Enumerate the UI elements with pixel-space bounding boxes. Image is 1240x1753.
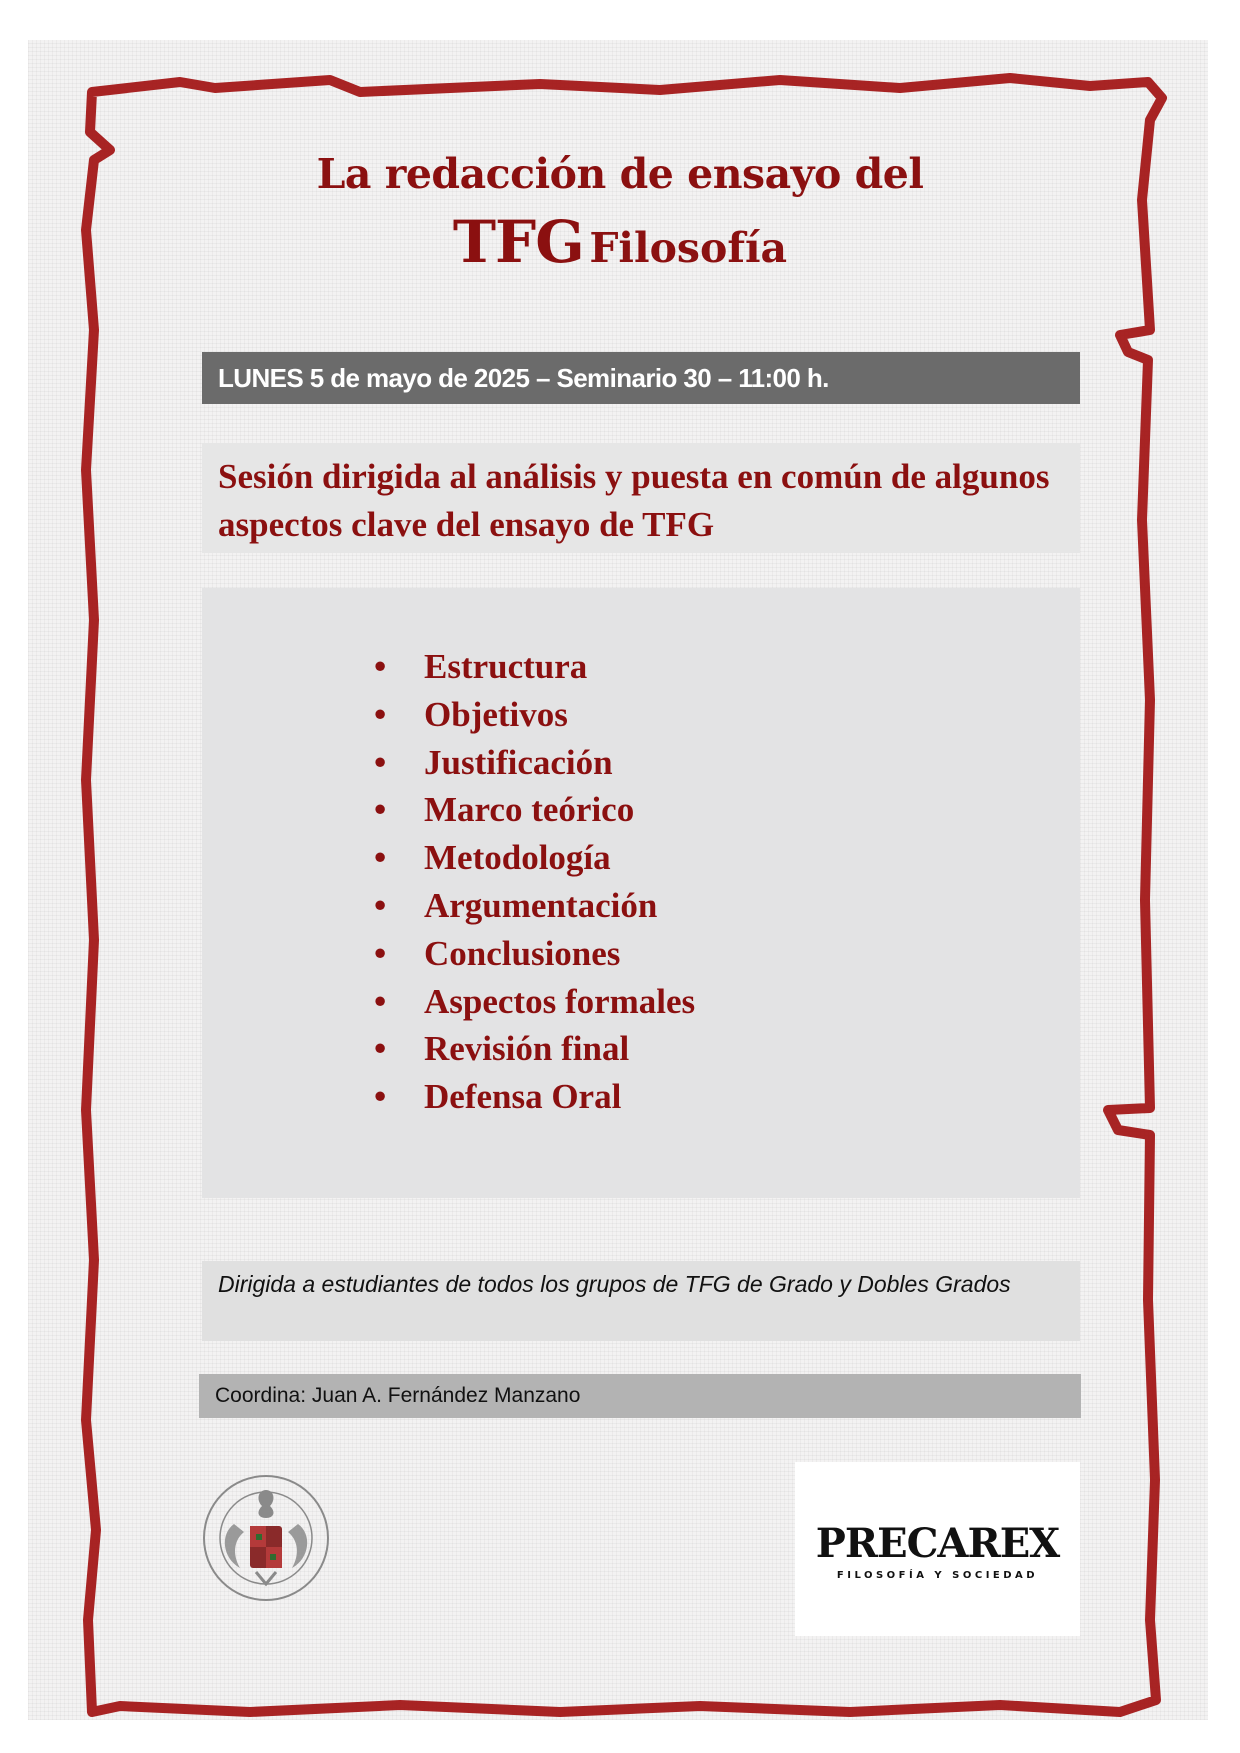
bullet-icon: • <box>374 742 387 782</box>
bullet-icon: • <box>374 1029 387 1069</box>
topic-item <box>374 1025 695 1073</box>
coordinator-label: Coordina: <box>215 1384 307 1407</box>
ucm-seal-icon <box>200 1472 332 1604</box>
topic-label: Defensa Oral <box>424 1077 622 1117</box>
bullet-icon: • <box>374 933 387 973</box>
topic-label: Metodología <box>424 838 611 878</box>
bullet-icon: • <box>374 885 387 925</box>
topic-item <box>374 786 695 834</box>
topic-item <box>374 930 695 978</box>
topics-panel <box>202 588 1080 1198</box>
session-description: Sesión dirigida al análisis y puesta en común de algunos aspectos clave del ensayo de TFG <box>202 443 1080 553</box>
coordinator-name: Juan A. Fernández Manzano <box>311 1384 581 1407</box>
precarex-logo <box>795 1462 1080 1636</box>
topic-label: Aspectos formales <box>424 981 696 1021</box>
title-tfg: TFG <box>452 208 584 276</box>
topic-item <box>374 834 695 882</box>
date-bar: LUNES 5 de mayo de 2025 – Seminario 30 – 11:00 h. <box>202 352 1080 404</box>
logo-name: PRECAREX <box>815 1520 1060 1567</box>
bullet-icon: • <box>374 790 387 830</box>
bullet-icon: • <box>374 981 387 1021</box>
topic-label: Justificación <box>424 742 613 782</box>
topic-label: Argumentación <box>424 885 658 925</box>
bullet-icon: • <box>374 838 387 878</box>
logo-tagline: FILOSOFÍA Y SOCIEDAD <box>836 1570 1039 1581</box>
topic-label: Revisión final <box>424 1029 630 1069</box>
bullet-icon: • <box>374 694 387 734</box>
topic-label: Marco teórico <box>424 790 635 830</box>
topic-item <box>374 643 695 691</box>
title-line-2 <box>150 208 1090 276</box>
title-line-1: La redacción de ensayo del <box>316 150 924 198</box>
topic-label: Objetivos <box>424 694 568 734</box>
topic-label: Estructura <box>424 647 588 686</box>
coordinator-bar <box>199 1374 1081 1418</box>
title-subject: Filosofía <box>589 224 788 272</box>
topic-item <box>374 978 695 1026</box>
topic-label: Conclusiones <box>424 933 621 973</box>
topic-item <box>374 739 695 787</box>
topic-item <box>374 691 695 739</box>
bullet-icon: • <box>374 1077 387 1117</box>
topic-item <box>374 882 695 930</box>
audience-note: Dirigida a estudiantes de todos los grupos de TFG de Grado y Dobles Grados <box>202 1261 1080 1341</box>
bullet-icon: • <box>374 647 387 686</box>
topic-item <box>374 1073 695 1121</box>
topics-list <box>374 643 695 1121</box>
